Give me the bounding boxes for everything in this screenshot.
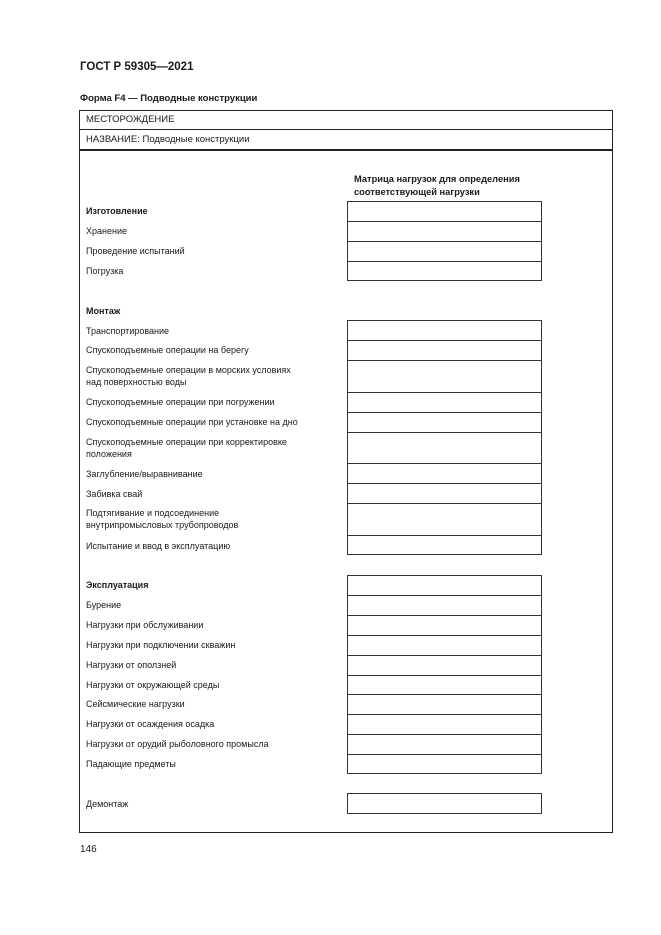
load-input-transport[interactable] <box>347 320 542 341</box>
row-label: Нагрузки от осаждения осадка <box>86 719 215 729</box>
load-input-dropped-objects[interactable] <box>347 754 542 774</box>
load-input-landslides[interactable] <box>347 655 542 676</box>
load-input-drilling[interactable] <box>347 595 542 616</box>
load-input-commissioning[interactable] <box>347 535 542 555</box>
row-label: Погрузка <box>86 266 124 276</box>
row-label: Сейсмические нагрузки <box>86 699 185 709</box>
row-label: Спускоподъемные операции при погружении <box>86 397 275 407</box>
field-label: МЕСТОРОЖДЕНИЕ <box>86 114 175 125</box>
load-input-loading[interactable] <box>347 261 542 281</box>
matrix-header-line1: Матрица нагрузок для определения <box>354 174 520 184</box>
standard-number: ГОСТ Р 59305—2021 <box>80 61 194 73</box>
row-label: Спускоподъемные операции при установке на дно <box>86 417 298 427</box>
row-label: Спускоподъемные операции на берегу <box>86 345 249 355</box>
section-title-installation: Монтаж <box>86 306 121 316</box>
load-input-trenching[interactable] <box>347 463 542 484</box>
load-input-piling[interactable] <box>347 483 542 504</box>
row-label: Спускоподъемные операции в морских условиях <box>86 365 291 375</box>
load-input-offshore-lifting[interactable] <box>347 360 542 393</box>
header-divider <box>79 129 613 130</box>
row-label-cont: положения <box>86 449 132 459</box>
load-input-sedimentation[interactable] <box>347 714 542 735</box>
section-title-operation: Эксплуатация <box>86 580 149 590</box>
row-label: Заглубление/выравнивание <box>86 469 203 479</box>
row-label: Проведение испытаний <box>86 246 185 256</box>
load-input-maintenance[interactable] <box>347 615 542 636</box>
load-input-storage[interactable] <box>347 221 542 242</box>
row-label: Падающие предметы <box>86 759 176 769</box>
row-label: Нагрузки при подключении скважин <box>86 640 236 650</box>
row-label-cont: внутрипромысловых трубопроводов <box>86 520 239 530</box>
load-input-testing[interactable] <box>347 241 542 262</box>
row-label: Подтягивание и подсоединение <box>86 508 220 518</box>
name-label: НАЗВАНИЕ: Подводные конструкции <box>86 134 250 145</box>
row-label: Испытание и ввод в эксплуатацию <box>86 541 231 551</box>
matrix-header-line2: соответствующей нагрузки <box>354 187 480 197</box>
header-divider-thick <box>79 149 613 151</box>
load-input-decommissioning[interactable] <box>347 793 542 814</box>
row-label: Бурение <box>86 600 122 610</box>
matrix-header <box>354 173 520 199</box>
page-number: 146 <box>80 844 97 855</box>
load-input-positioning[interactable] <box>347 432 542 464</box>
row-label-cont: над поверхностью воды <box>86 377 187 387</box>
load-input-pipeline-tie-in[interactable] <box>347 503 542 536</box>
load-input-fishing-gear[interactable] <box>347 734 542 755</box>
row-label: Забивка свай <box>86 489 143 499</box>
load-input-well-tie-in[interactable] <box>347 635 542 656</box>
row-label: Транспортирование <box>86 326 170 336</box>
row-label: Нагрузки от оползней <box>86 660 177 670</box>
section-title-decommissioning: Демонтаж <box>86 799 129 809</box>
load-input-operation[interactable] <box>347 575 542 596</box>
load-input-seabed-placement[interactable] <box>347 412 542 433</box>
form-caption: Форма F4 — Подводные конструкции <box>80 93 258 104</box>
load-input-onshore-lifting[interactable] <box>347 340 542 361</box>
load-input-environment[interactable] <box>347 675 542 696</box>
row-label: Спускоподъемные операции при корректировке <box>86 437 287 447</box>
section-title-manufacturing: Изготовление <box>86 206 148 216</box>
load-input-submerging[interactable] <box>347 392 542 413</box>
row-label: Хранение <box>86 226 127 236</box>
row-label: Нагрузки при обслуживании <box>86 620 204 630</box>
load-input-seismic[interactable] <box>347 694 542 715</box>
load-input-manufacturing[interactable] <box>347 201 542 222</box>
row-label: Нагрузки от орудий рыболовного промысла <box>86 739 269 749</box>
row-label: Нагрузки от окружающей среды <box>86 680 220 690</box>
